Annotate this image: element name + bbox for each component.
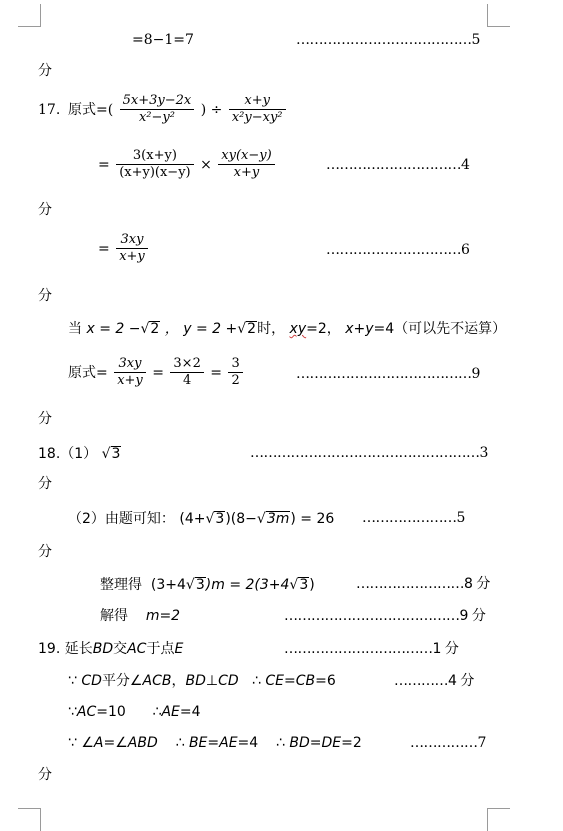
value: =4 — [179, 704, 201, 720]
q18-solve — [100, 609, 180, 623]
score-dots: …………………5 — [362, 510, 465, 526]
score-unit: 分 — [38, 411, 52, 427]
segment-label: AE — [161, 704, 180, 720]
fraction-denominator: 2 — [231, 373, 240, 389]
score-dots: …………………………………9 分 — [284, 608, 486, 624]
x-value: x = 2 − — [86, 321, 141, 337]
original-expression: 原式= — [68, 364, 108, 381]
because-symbol: ∵ — [68, 673, 77, 689]
text-when: 当 — [68, 321, 82, 337]
fraction-numerator: x+y — [229, 93, 286, 110]
segment-equality: BE=AE — [188, 735, 238, 751]
score-dots: …………………………4 — [326, 157, 470, 173]
value: =6 — [315, 673, 336, 689]
therefore-symbol: ∴ — [251, 673, 261, 689]
score-dots: …………………………………9 — [296, 366, 480, 382]
segment-label: CD — [218, 673, 239, 689]
q17-prefix: 原式=( — [68, 101, 114, 118]
q17-expression — [68, 93, 288, 127]
score-unit: 分 — [38, 476, 52, 492]
q19-label: 19. — [38, 641, 61, 657]
equals-sign: = — [210, 364, 223, 381]
segment-label: AC — [76, 704, 97, 720]
fraction-numerator: 5x+3y−2x — [120, 93, 195, 110]
q17-final — [68, 356, 245, 390]
segment-equality: BD=DE — [289, 735, 342, 751]
score-dots: ……………………………………………3 — [250, 445, 488, 461]
score-dots: …………………………………5 — [296, 32, 480, 48]
angle-label: A — [93, 735, 104, 751]
value: =4 — [237, 735, 259, 751]
q18-part2 — [68, 511, 334, 526]
xy-sum: x+y — [345, 321, 374, 337]
value: =2 — [341, 735, 362, 751]
sqrt-symbol: √3 — [205, 511, 225, 527]
q19-line2 — [68, 674, 336, 688]
fraction-numerator: 3×2 — [170, 356, 203, 373]
step-result: =8−1=7 — [132, 32, 194, 48]
fraction — [228, 356, 242, 390]
radicand: 3m — [266, 511, 290, 527]
angle-label: ACB — [142, 673, 172, 689]
score-dots: ……………………………1 分 — [284, 641, 459, 657]
perpendicular-symbol: ⊥ — [205, 673, 219, 689]
segment-label: AC — [127, 641, 147, 657]
sqrt-symbol: √3 — [289, 577, 309, 593]
comma: ， — [171, 673, 186, 689]
fraction-numerator: xy(x−y) — [218, 148, 274, 165]
text: 平分∠ — [101, 673, 143, 689]
y-value: ， y = 2 + — [164, 321, 238, 337]
therefore-symbol: ∴ — [276, 735, 285, 751]
q17-substitution — [68, 321, 506, 336]
fraction-denominator: (x+y)(x−y) — [119, 165, 191, 181]
sqrt-symbol: √2 — [237, 321, 257, 337]
corner-mark-top-right — [487, 4, 510, 27]
solution-value: m=2 — [145, 608, 181, 624]
q19-line3 — [68, 705, 201, 719]
fraction-denominator: x+y — [233, 165, 260, 181]
radicand: 2 — [150, 321, 160, 337]
xy-product: xy — [289, 321, 307, 337]
expr-part: )m = 2(3+4 — [205, 577, 290, 593]
xy-value: =2， — [306, 321, 341, 337]
fraction-numerator: 3 — [228, 356, 242, 373]
fraction-denominator: x+y — [117, 373, 143, 389]
sqrt-symbol: √3m — [256, 511, 290, 527]
fraction-numerator: 3xy — [116, 232, 148, 249]
fraction-denominator: x²−y² — [138, 110, 175, 126]
radicand: 3 — [215, 511, 225, 527]
text: =∠ — [103, 735, 128, 751]
text: 于点 — [146, 641, 175, 657]
corner-mark-bottom-right — [487, 808, 510, 831]
because-symbol: ∵ ∠ — [68, 735, 94, 751]
segment-label: BD — [92, 641, 114, 657]
sqrt-symbol: √2 — [140, 321, 160, 337]
fraction-denominator: x+y — [119, 249, 145, 265]
radicand: 3 — [195, 577, 205, 593]
q18-part1 — [38, 446, 121, 461]
score-unit: 分 — [38, 63, 52, 79]
corner-mark-bottom-left — [18, 808, 41, 831]
fraction-denominator: 4 — [182, 373, 192, 389]
sum-value: =4（可以先不运算） — [373, 321, 507, 337]
corner-mark-top-left — [18, 4, 41, 27]
therefore-symbol: ∴ — [175, 735, 185, 751]
point-label: E — [174, 641, 184, 657]
score-dots: ……………7 — [410, 735, 486, 751]
solve-label: 解得 — [100, 608, 128, 624]
equals-sign: = — [152, 364, 164, 381]
sqrt-symbol: √3 — [101, 446, 121, 462]
fraction — [120, 93, 195, 127]
fraction — [229, 93, 286, 127]
radicand: 2 — [247, 321, 257, 337]
simplify-label: 整理得 — [100, 577, 142, 593]
score-dots: ……………………8 分 — [356, 576, 490, 592]
sqrt-symbol: √3 — [185, 577, 205, 593]
expr-part: (3+4 — [150, 577, 186, 593]
text: 交 — [113, 641, 128, 657]
radicand: 3 — [299, 577, 309, 593]
score-unit: 分 — [38, 544, 52, 560]
fraction-numerator: 3(x+y) — [116, 148, 193, 165]
fraction — [170, 356, 203, 390]
score-unit: 分 — [38, 202, 52, 218]
segment-equality: CE=CB — [265, 673, 316, 689]
fraction — [116, 148, 193, 182]
therefore-symbol: ∴ — [152, 704, 162, 720]
fraction — [218, 148, 274, 182]
divide-sign: ) ÷ — [200, 101, 223, 118]
fraction-numerator: 3xy — [114, 356, 146, 373]
fraction-denominator: x²y−xy² — [231, 110, 283, 126]
because-symbol: ∵ — [68, 704, 77, 720]
expr-part: )(8− — [225, 511, 257, 527]
value: =10 — [96, 704, 126, 720]
equals-sign: = — [98, 156, 110, 173]
score-dots: …………4 分 — [394, 673, 474, 689]
part2-label: （2）由题可知： — [68, 511, 175, 527]
score-dots: …………………………6 — [326, 242, 470, 258]
text-time: 时， — [257, 321, 286, 337]
text: 延长 — [64, 641, 93, 657]
q19-line4 — [68, 736, 362, 750]
segment-label: CD — [81, 673, 102, 689]
expr-part: ) = 26 — [290, 511, 335, 527]
q17-label: 17. — [38, 102, 61, 118]
q18-simplify — [100, 577, 315, 592]
q18-label: 18.（1） — [38, 446, 98, 462]
angle-label: ABD — [127, 735, 158, 751]
expr-part: (4+ — [179, 511, 206, 527]
equals-sign: = — [98, 240, 110, 257]
segment-label: BD — [185, 673, 206, 689]
q17-step2 — [98, 148, 277, 182]
q19-line1 — [38, 642, 183, 656]
fraction — [116, 232, 148, 266]
score-unit: 分 — [38, 288, 52, 304]
expr-part: ) — [309, 577, 315, 593]
score-unit: 分 — [38, 767, 52, 783]
times-sign: × — [200, 156, 212, 173]
fraction — [114, 356, 146, 390]
radicand: 3 — [111, 446, 121, 462]
q17-step3 — [98, 232, 150, 266]
